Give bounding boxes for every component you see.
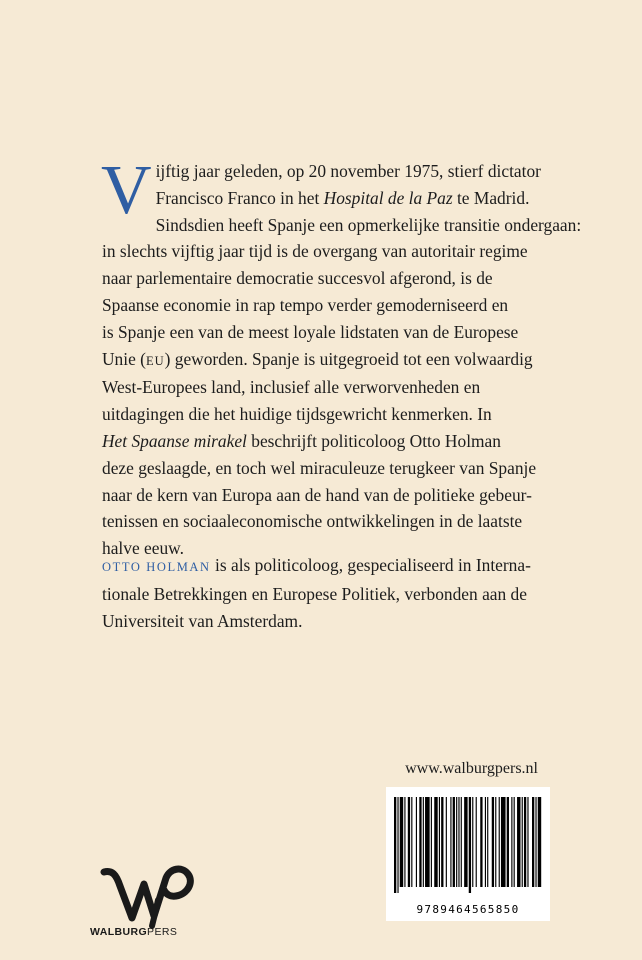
blurb-line: Unie (EU) geworden. Spanje is uitgegroeid tot een volwaardig [102,348,533,369]
barcode-bar [527,797,528,887]
barcode-bar [441,797,443,887]
blurb-line: Francisco Franco in het Hospital de la Paz te Madrid. [155,187,530,208]
barcode-bar [480,797,482,887]
barcode-bar [456,797,457,887]
isbn-barcode [386,787,550,921]
blurb-line: naar parlementaire democratie succesvol afgerond, is de [102,268,493,289]
author-line: OTTO HOLMAN is als politicoloog, gespecialiseerd in Interna- [102,555,531,575]
barcode-bar [400,797,403,887]
blurb-line: naar de kern van Europa aan de hand van de politieke gebeur- [102,484,532,505]
author-bio [102,552,614,634]
barcode-bar [511,797,512,887]
barcode-bar [469,797,471,893]
barcode-bar [501,797,506,887]
blurb-line: in slechts vijftig jaar tijd is de overgang van autoritair regime [102,241,528,262]
hospital-name: Hospital de la Paz [323,187,453,208]
book-blurb [101,152,614,562]
blurb-line: deze geslaagde, en toch wel miraculeuze terugkeer van Spanje [102,457,537,478]
author-line: Universiteit van Amsterdam. [102,610,303,631]
barcode-bar [431,797,432,887]
barcode-bar [394,797,396,893]
blurb-line: halve eeuw. [102,538,184,559]
barcode-bar [507,797,509,887]
barcode-bar [535,797,536,887]
blurb-line: tenissen en sociaaleconomische ontwikkelingen in de laatste [102,511,523,532]
blurb-line: is Spanje een van de meest loyale lidstaten van de Europese [102,321,519,342]
publisher-name: WALBURGPERS [90,926,178,938]
barcode-bar [524,797,526,887]
author-name: OTTO HOLMAN [102,560,211,574]
blurb-line: Sindsdien heeft Spanje een opmerkelijke transitie ondergaan: [155,214,582,235]
barcode-bar [517,797,520,887]
barcode-bar [446,797,447,887]
blurb-line: ijftig jaar geleden, op 20 november 1975, stierf dictator [155,161,541,181]
isbn-number: 9789464565850 [416,903,520,916]
barcode-bar [495,797,496,887]
blurb-line: uitdagingen die het huidige tijdsgewricht kenmerken. In [102,404,492,425]
barcode-bar [404,797,405,887]
blurb-line: Het Spaanse mirakel beschrijft politicoloog Otto Holman [102,430,501,451]
barcode-bar [492,797,494,887]
barcode-bar [423,797,424,887]
barcode-bar [408,797,410,887]
barcode-bar [461,797,462,887]
blurb-line: West-Europees land, inclusief alle verworvenheden en [102,377,481,398]
barcode-bar [453,797,455,887]
barcode-bar [397,797,398,893]
barcode-bar [476,797,477,887]
barcode-bar [419,797,421,887]
barcode-bar [411,797,412,887]
walburg-pers-logo-icon [98,860,198,930]
barcode-bar [458,797,459,887]
eu-abbreviation: EU [145,353,165,368]
barcode-bar [434,797,437,887]
barcode-bar [439,797,440,887]
barcode-bar [538,797,541,887]
barcode-bar [487,797,488,887]
barcode-bar [514,797,515,887]
barcode-bar [522,797,523,887]
author-line: tionale Betrekkingen en Europese Politiek, verbonden aan de [102,583,527,604]
barcode-bar [425,797,430,887]
drop-cap: V [101,152,152,229]
barcode-bar [464,797,467,887]
barcode-bar [499,797,500,887]
barcode-bar [450,797,451,887]
barcode-bar [485,797,486,887]
blurb-line: Spaanse economie in rap tempo verder gemoderniseerd en [102,294,509,315]
book-title: Het Spaanse mirakel [102,430,247,451]
barcode-icon [392,797,544,893]
barcode-bar [416,797,417,887]
barcode-bar [532,797,534,887]
barcode-bar [472,797,473,887]
publisher-website: www.walburgpers.nl [405,760,538,777]
